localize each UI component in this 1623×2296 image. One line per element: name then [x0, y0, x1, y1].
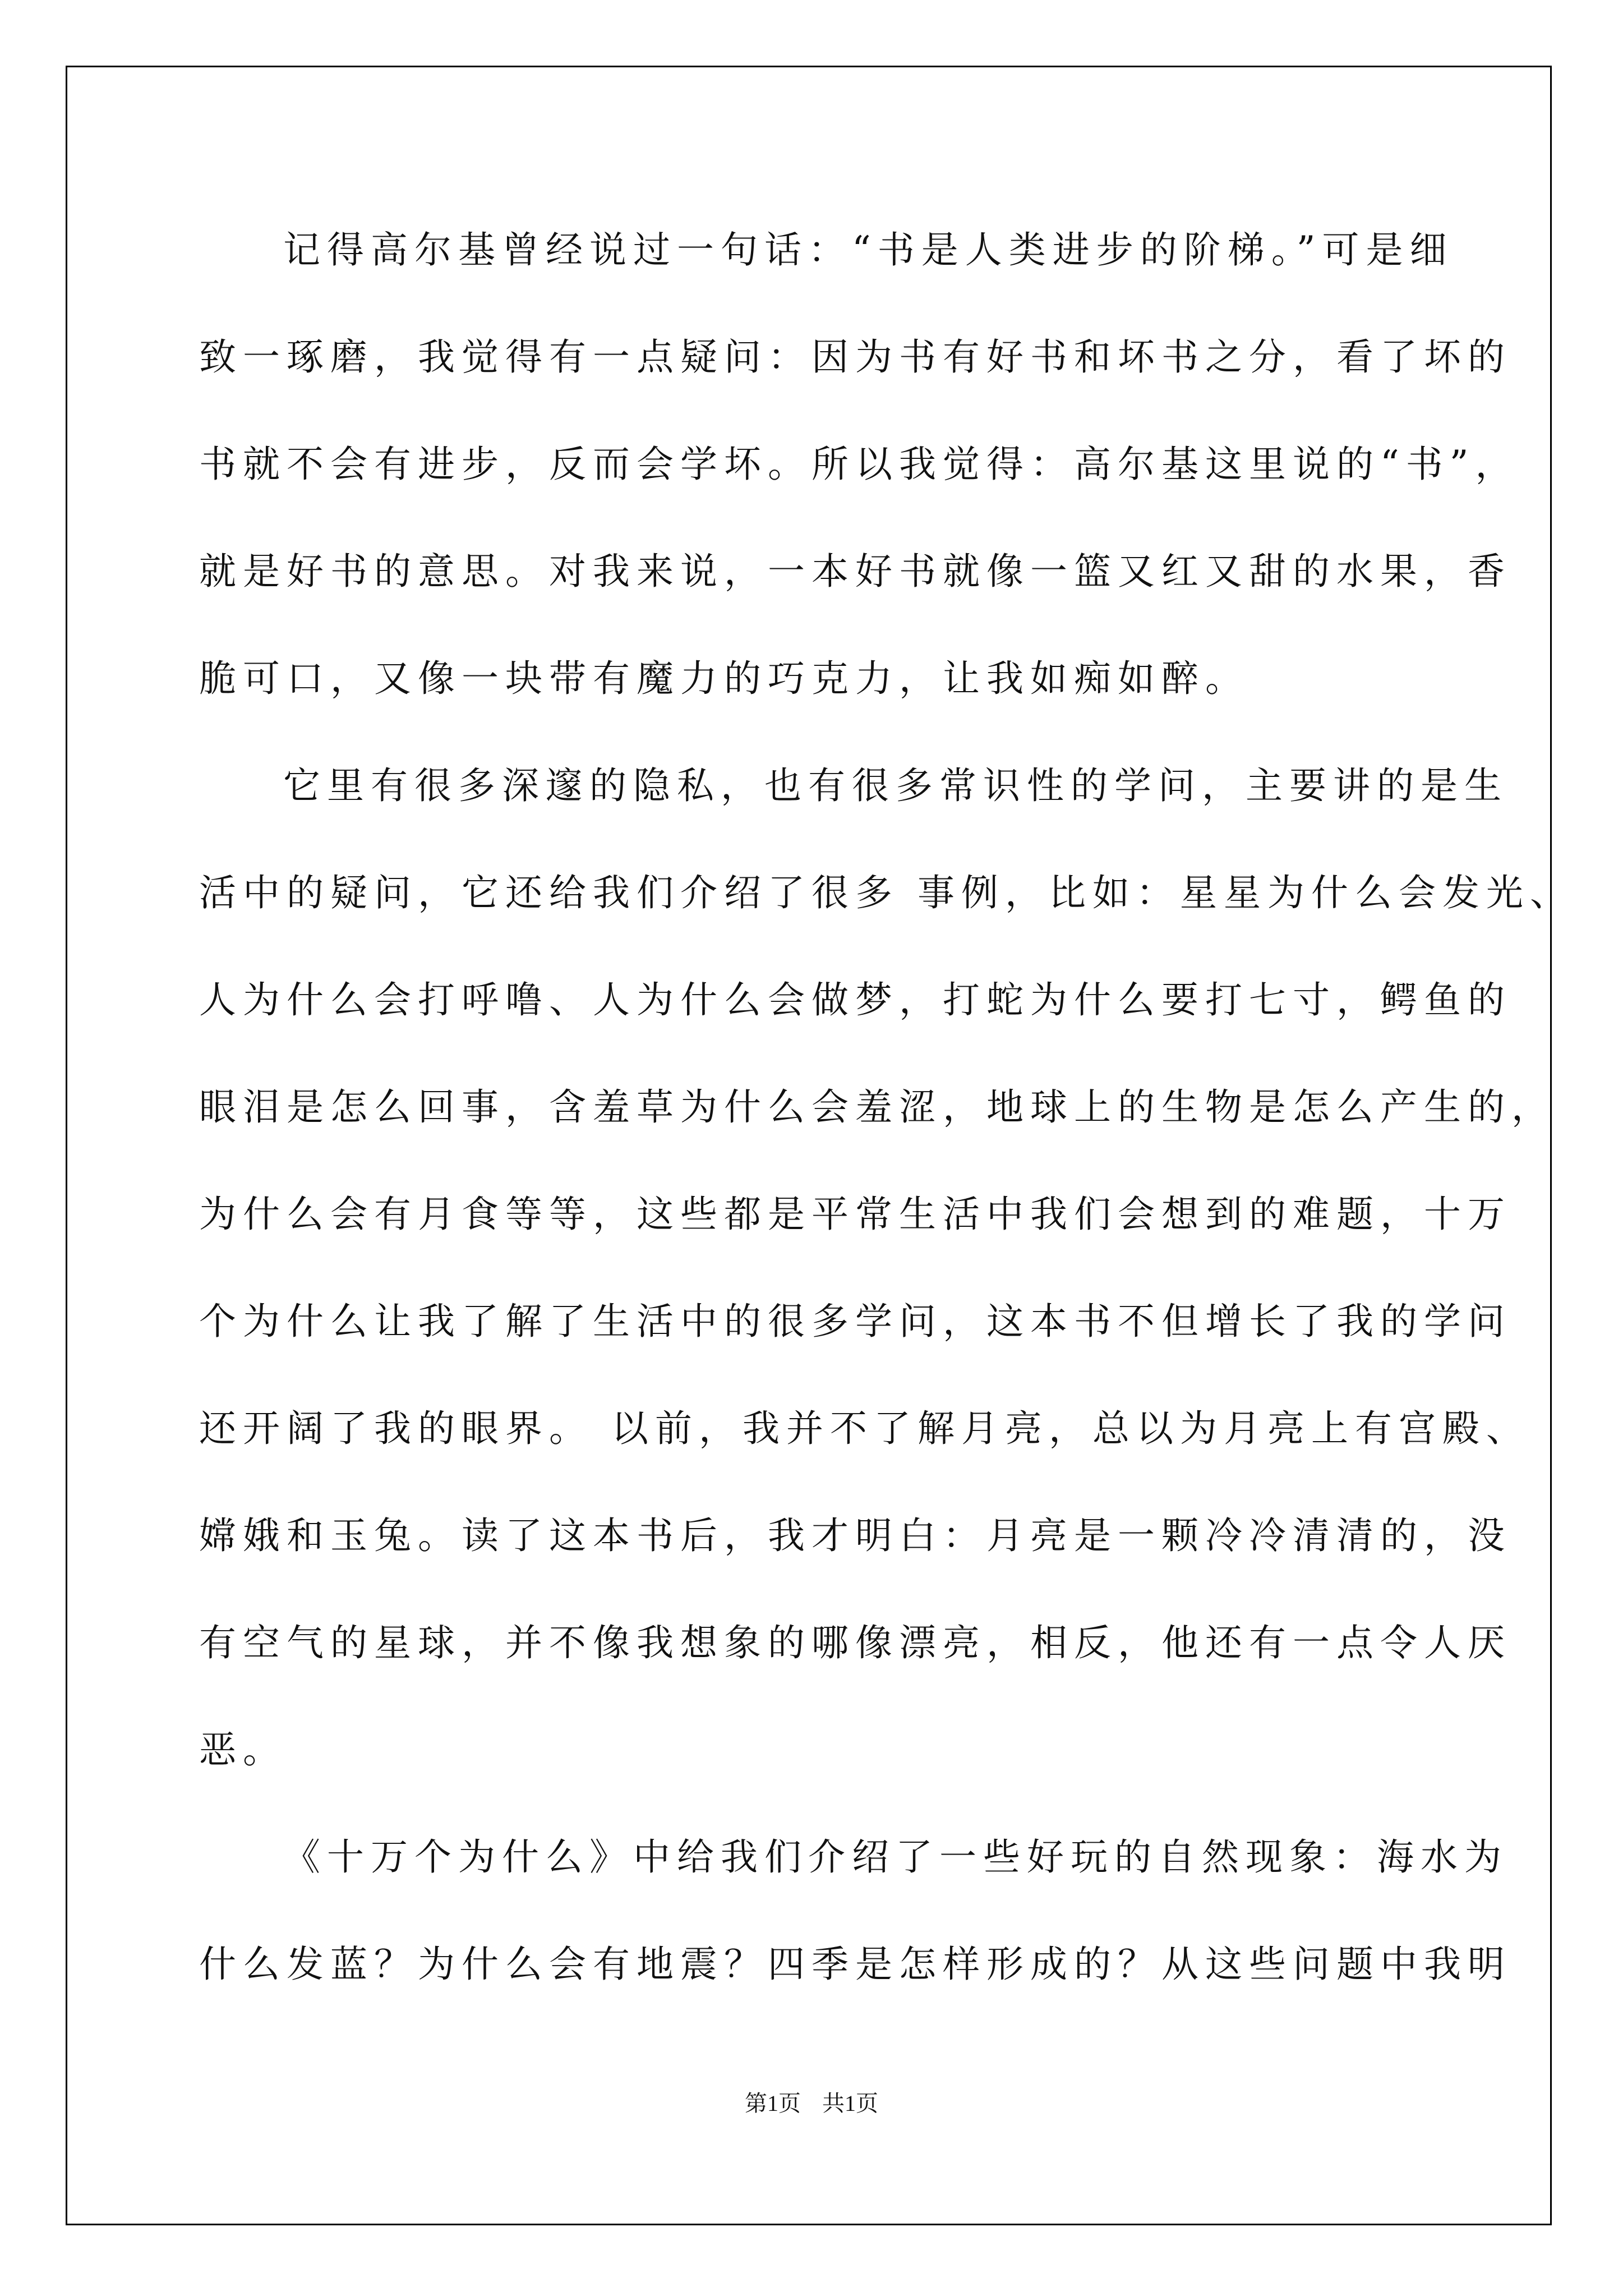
text-line: 个为什么让我了解了生活中的很多学问，这本书不但增长了我的学问: [199, 1300, 1511, 1343]
text-line: 恶。: [199, 1728, 287, 1772]
text-line: 它里有很多深邃的隐私，也有很多常识性的学问，主要讲的是生: [283, 764, 1508, 807]
text-line: 嫦娥和玉兔。读了这本书后，我才明白：月亮是一颗冷冷清清的，没: [199, 1514, 1511, 1557]
text-line: 活中的疑问，它还给我们介绍了很多 事例，比如：星星为什么会发光、: [199, 871, 1574, 914]
page-footer: [0, 2090, 1623, 2118]
text-line: 脆可口，又像一块带有魔力的巧克力，让我如痴如醉。: [199, 657, 1249, 700]
text-line: 记得高尔基曾经说过一句话：“书是人类进步的阶梯。”可是细: [283, 228, 1454, 272]
text-line: 为什么会有月食等等，这些都是平常生活中我们会想到的难题，十万: [199, 1193, 1511, 1236]
document-body: [199, 213, 1574, 2035]
text-line: 就是好书的意思。对我来说，一本好书就像一篮又红又甜的水果，香: [199, 550, 1511, 593]
page-current: 第1页: [745, 2091, 801, 2116]
text-line: 还开阔了我的眼界。 以前，我并不了解月亮，总以为月亮上有宫殿、: [199, 1407, 1530, 1450]
text-line: 《十万个为什么》中给我们介绍了一些好玩的自然现象：海水为: [283, 1835, 1508, 1879]
text-line: 什么发蓝？为什么会有地震？四季是怎样形成的？从这些问题中我明: [199, 1943, 1511, 1986]
text-line: 有空气的星球，并不像我想象的哪像漂亮，相反，他还有一点令人厌: [199, 1621, 1511, 1664]
text-line: 书就不会有进步，反而会学坏。所以我觉得：高尔基这里说的“书”，: [199, 443, 1519, 486]
text-line: 人为什么会打呼噜、人为什么会做梦，打蛇为什么要打七寸，鳄鱼的: [199, 978, 1511, 1022]
text-line: 致一琢磨，我觉得有一点疑问：因为书有好书和坏书之分，看了坏的: [199, 335, 1511, 379]
text-line: 眼泪是怎么回事，含羞草为什么会羞涩，地球上的生物是怎么产生的，: [199, 1085, 1555, 1129]
page-total: 共1页: [822, 2091, 878, 2116]
